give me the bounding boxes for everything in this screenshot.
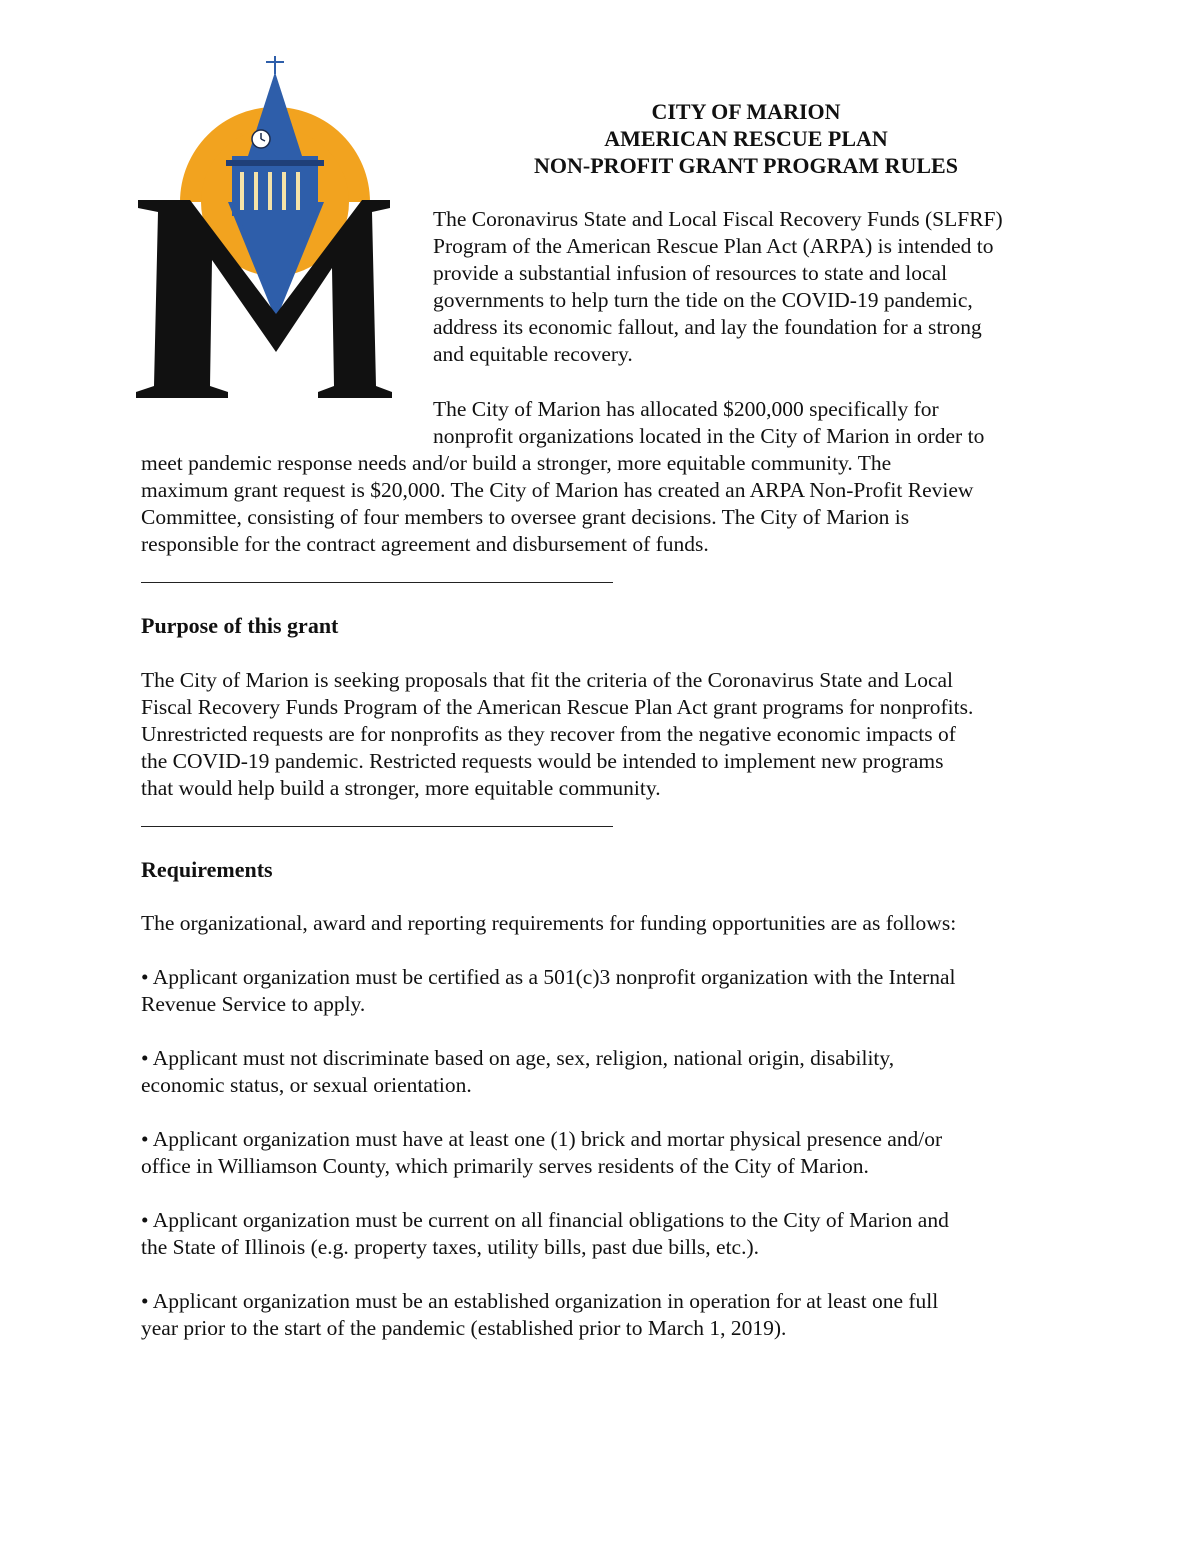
- requirement-item: [141, 1207, 1071, 1261]
- text-line: meet pandemic response needs and/or build a stronger, more equitable community. The: [141, 451, 892, 475]
- text-line: The City of Marion has allocated $200,000 specifically for: [433, 397, 939, 421]
- text-line: responsible for the contract agreement and disbursement of funds.: [141, 532, 709, 556]
- requirements-intro: [141, 910, 1071, 937]
- text-line: Unrestricted requests are for nonprofits as they recover from the negative economic impacts of: [141, 722, 956, 746]
- requirement-item: [141, 1126, 1071, 1180]
- city-of-marion-logo: [128, 52, 400, 404]
- requirement-item: [141, 964, 1071, 1018]
- purpose-heading: Purpose of this grant: [141, 613, 339, 638]
- text-line: The Coronavirus State and Local Fiscal Recovery Funds (SLFRF): [433, 207, 1003, 231]
- requirement-item: [141, 1045, 1071, 1099]
- text-line: • Applicant organization must be certified as a 501(c)3 nonprofit organization with the Internal: [141, 965, 956, 989]
- allocation-paragraph-bottom: [141, 450, 1071, 558]
- text-line: governments to help turn the tide on the COVID-19 pandemic,: [433, 288, 973, 312]
- text-line: • Applicant organization must be an established organization in operation for at least one full: [141, 1289, 939, 1313]
- text-line: nonprofit organizations located in the City of Marion in order to: [433, 424, 985, 448]
- text-line: the State of Illinois (e.g. property taxes, utility bills, past due bills, etc.).: [141, 1235, 760, 1259]
- requirements-heading: Requirements: [141, 857, 273, 882]
- text-line: and equitable recovery.: [433, 342, 633, 366]
- text-line: Revenue Service to apply.: [141, 992, 366, 1016]
- text-line: Committee, consisting of four members to oversee grant decisions. The City of Marion is: [141, 505, 910, 529]
- intro-paragraph: [433, 206, 1073, 368]
- text-line: The City of Marion is seeking proposals that fit the criteria of the Coronavirus State and Local: [141, 668, 954, 692]
- requirement-item: [141, 1288, 1071, 1342]
- text-line: Program of the American Rescue Plan Act (ARPA) is intended to: [433, 234, 994, 258]
- text-line: The organizational, award and reporting requirements for funding opportunities are as follows:: [141, 911, 957, 935]
- text-line: the COVID-19 pandemic. Restricted requests would be intended to implement new programs: [141, 749, 944, 773]
- text-line: • Applicant organization must have at least one (1) brick and mortar physical presence and/or: [141, 1127, 943, 1151]
- title-line: NON-PROFIT GRANT PROGRAM RULES: [534, 153, 958, 178]
- text-line: year prior to the start of the pandemic (established prior to March 1, 2019).: [141, 1316, 787, 1340]
- text-line: maximum grant request is $20,000. The City of Marion has created an ARPA Non-Profit Review: [141, 478, 974, 502]
- purpose-paragraph: [141, 667, 1071, 802]
- text-line: • Applicant organization must be current on all financial obligations to the City of Marion and: [141, 1208, 949, 1232]
- title-line: AMERICAN RESCUE PLAN: [604, 126, 888, 151]
- section-divider: [141, 826, 613, 827]
- allocation-paragraph-top: [433, 396, 1073, 450]
- document-title: [470, 98, 1022, 179]
- text-line: • Applicant must not discriminate based on age, sex, religion, national origin, disability,: [141, 1046, 895, 1070]
- title-line: CITY OF MARION: [651, 99, 841, 124]
- text-line: economic status, or sexual orientation.: [141, 1073, 472, 1097]
- text-line: Fiscal Recovery Funds Program of the American Rescue Plan Act grant programs for nonprofits.: [141, 695, 974, 719]
- logo-icon: [128, 52, 400, 404]
- text-line: provide a substantial infusion of resources to state and local: [433, 261, 948, 285]
- text-line: office in Williamson County, which primarily serves residents of the City of Marion.: [141, 1154, 869, 1178]
- text-line: address its economic fallout, and lay the foundation for a strong: [433, 315, 982, 339]
- section-divider: [141, 582, 613, 583]
- text-line: that would help build a stronger, more equitable community.: [141, 776, 661, 800]
